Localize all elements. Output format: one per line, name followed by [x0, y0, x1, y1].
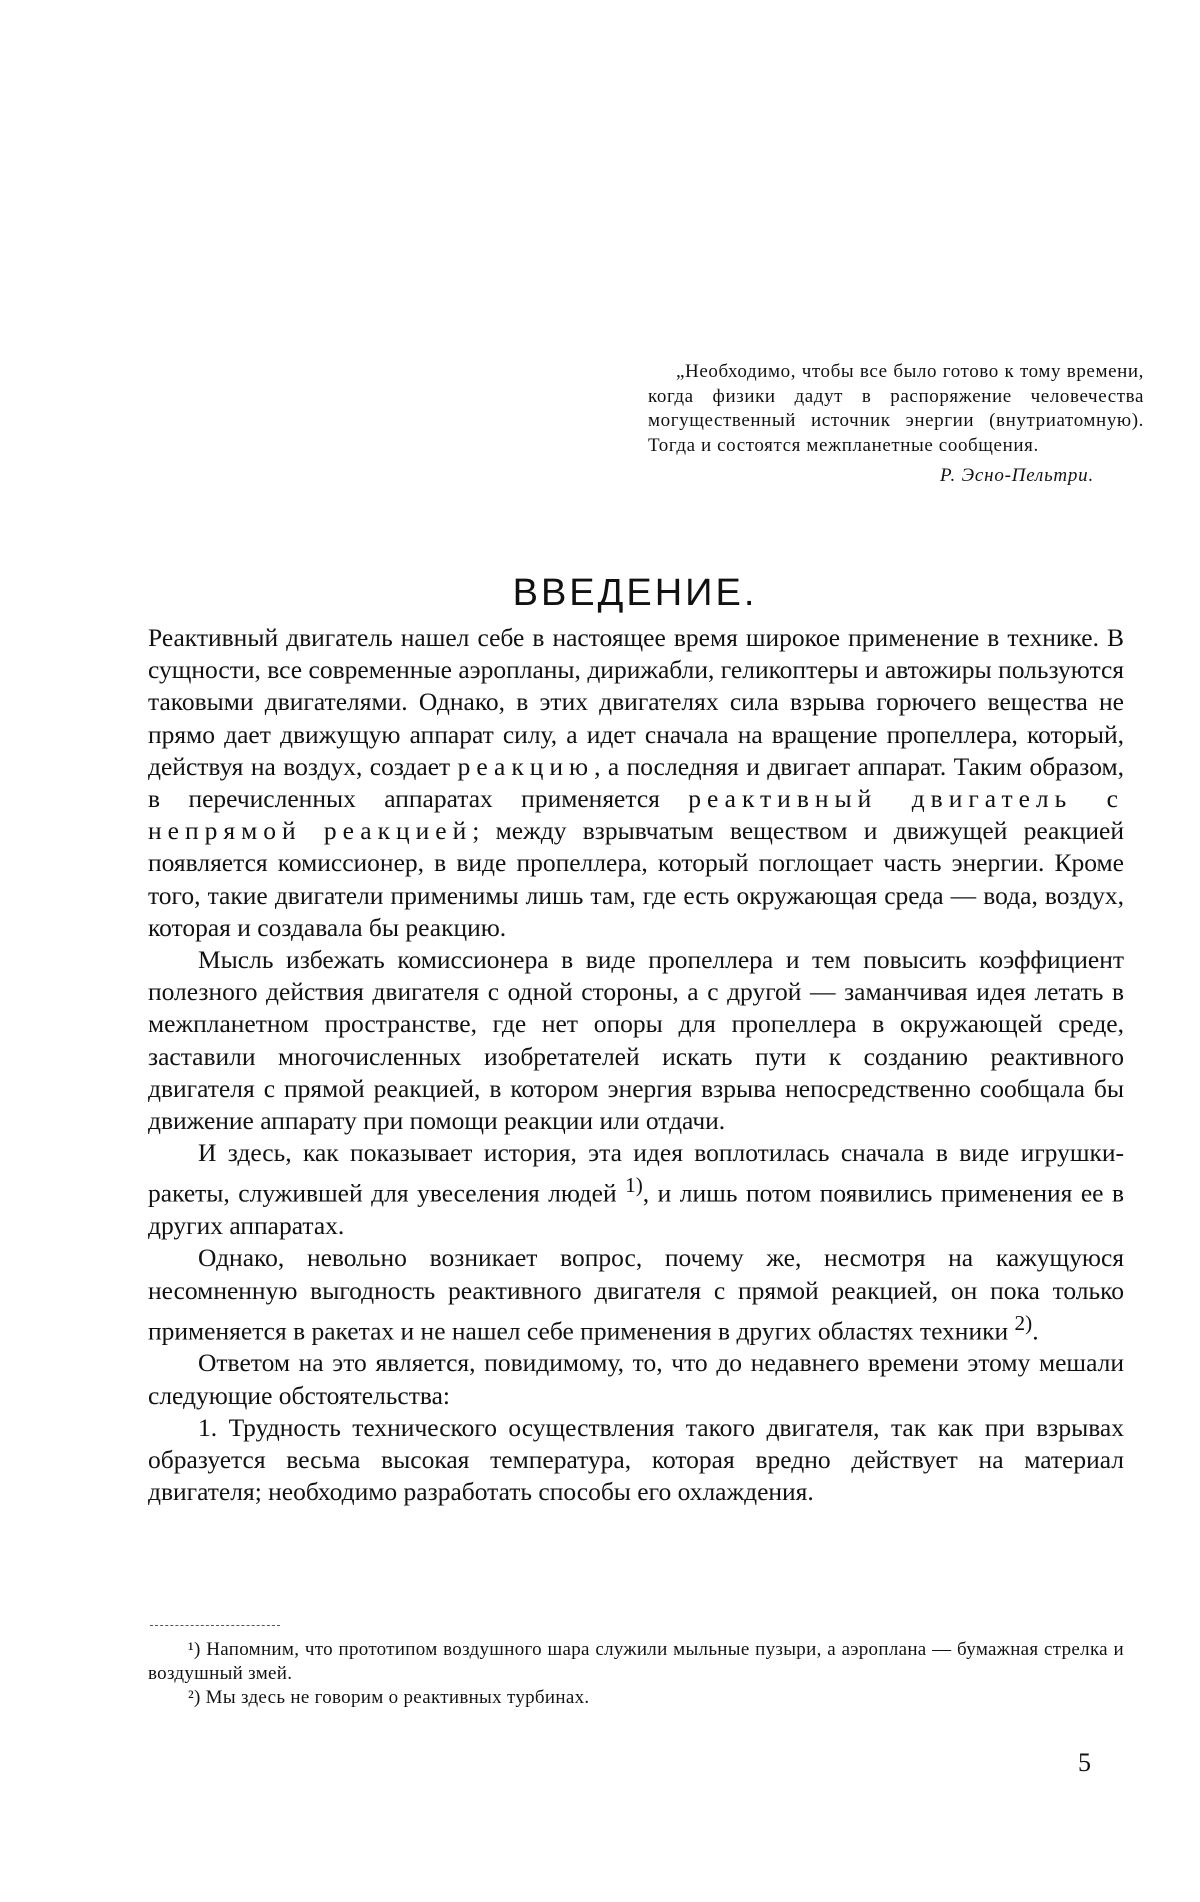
footnote-separator	[150, 1625, 280, 1627]
footnote-1: ¹) Напомним, что прототипом воздушного шара служили мыльные пузыри, а аэроплана — бумажная стрелка и воздушный змей.	[148, 1639, 1124, 1684]
footnote-2: ²) Мы здесь не говорим о реактивных турбинах.	[188, 1687, 590, 1708]
paragraph-3	[148, 1137, 1124, 1242]
epigraph	[648, 360, 1144, 489]
main-text	[148, 622, 1124, 1508]
p3-text-a: И здесь, как показывает история, эта идея воплотилась сначала в виде игрушки-ракеты, служившей для увеселения людей	[148, 1138, 1124, 1208]
p1-spaced-reaction: реакцию	[457, 751, 595, 781]
page-number: 5	[1078, 1748, 1091, 1777]
p4-text-a: Однако, невольно возникает вопрос, почему же, несмотря на кажущуюся несомненную выгодность реактивного двигателя с прямой реакцией, он пока только применяется в ракетах и не нашел себе применения в других областях техники	[148, 1243, 1124, 1346]
p1-text-c: , а последняя и двигает аппарат. Таким образом, в перечисленных аппаратах применяется	[148, 751, 1124, 814]
p1-text-a: Реактивный двигатель нашел себе в настоящее время широкое применение в технике. В сущности, все современные аэропланы, дирижабли, геликоптеры и автожиры пользуются таковыми двигателями. Однако, в этих двигателях сила взрыва горючего вещества не прямо дает движущую аппарат силу, а идет сначала на вращение пропеллера, который, действуя на воздух, создает	[148, 623, 1124, 781]
footnote-ref-1: 1)	[625, 1173, 643, 1198]
paragraph-5: Ответом на это является, повидимому, то, что до недавнего времени этому мешали следующие обстоятельства:	[148, 1348, 1124, 1410]
paragraph-4	[148, 1242, 1124, 1347]
p1-text-e: ; между взрывчатым веществом и движущей реакцией появляется комиссионер, в виде пропеллера, который поглощает часть энергии. Кроме того, такие двигатели применимы лишь там, где есть окружающая среда — вода, воздух, которая и создавала бы реакцию.	[148, 816, 1124, 942]
paragraph-6: 1. Трудность технического осуществления такого двигателя, так как при взрывах образуется весьма высокая температура, которая вредно действует на материал двигателя; необходимо разработать способы его охлаждения.	[148, 1412, 1124, 1507]
paragraph-1	[148, 622, 1124, 944]
paragraph-2: Мысль избежать комиссионера в виде пропеллера и тем повысить коэффициент полезного действия двигателя с одной стороны, а с другой — заманчивая идея летать в межпланетном пространстве, где нет опоры для пропеллера в окружающей среде, заставили многочисленных изобретателей искать пути к созданию реактивного двигателя с прямой реакцией, в котором энергия взрыва непосредственно сообщала бы движение аппарату при помощи реакции или отдачи.	[148, 945, 1124, 1136]
p1-spaced-engine: реактивный двигатель с непрямой реакцией	[148, 784, 1125, 846]
epigraph-author: Р. Эсно-Пельтри.	[940, 465, 1094, 486]
epigraph-text: „Необходимо, чтобы все было готово к тому времени, когда физики дадут в распоряжение человечества могущественный источник энергии (внутриатомную). Тогда и состоятся межпланетные сообщения.	[648, 361, 1144, 456]
p4-text-b: .	[1032, 1316, 1039, 1346]
footnote-ref-2: 2)	[1014, 1310, 1033, 1335]
p3-text-b: , и лишь потом появились применения ее в других аппаратах.	[148, 1178, 1125, 1241]
chapter-heading: ВВЕДЕНИЕ.	[512, 572, 758, 614]
footnotes	[148, 1638, 1124, 1710]
